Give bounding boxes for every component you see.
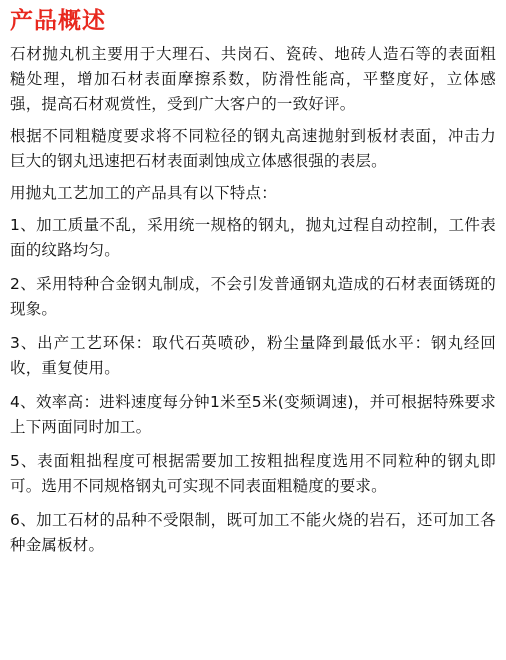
process-paragraph: 根据不同粗糙度要求将不同粒径的钢丸高速抛射到板材表面，冲击力巨大的钢丸迅速把石材表面剥蚀成立体感很强的表层。 <box>10 127 496 170</box>
feature-item: 3、出产工艺环保：取代石英喷砂，粉尘量降到最低水平：钢丸经回收，重复使用。 <box>10 334 496 377</box>
product-overview <box>10 6 496 567</box>
feature-list <box>10 213 496 558</box>
feature-item: 4、效率高：进料速度每分钟1米至5米(变频调速)，并可根据特殊要求上下两面同时加工。 <box>10 393 496 436</box>
feature-item: 5、表面粗拙程度可根据需要加工按粗拙程度选用不同粒种的钢丸即可。选用不同规格钢丸可实现不同表面粗糙度的要求。 <box>10 452 496 495</box>
page-title: 产品概述 <box>10 8 106 34</box>
features-lead: 用抛丸工艺加工的产品具有以下特点： <box>10 184 277 202</box>
feature-item: 1、加工质量不乱，采用统一规格的钢丸，抛丸过程自动控制，工件表面的纹路均匀。 <box>10 216 496 259</box>
feature-item: 6、加工石材的品种不受限制，既可加工不能火烧的岩石，还可加工各种金属板材。 <box>10 511 496 554</box>
feature-item: 2、采用特种合金钢丸制成，不会引发普通钢丸造成的石材表面锈斑的现象。 <box>10 275 496 318</box>
intro-paragraph: 石材抛丸机主要用于大理石、共岗石、瓷砖、地砖人造石等的表面粗糙处理，增加石材表面摩擦系数，防滑性能高，平整度好，立体感强，提高石材观赏性，受到广大客户的一致好评。 <box>10 45 496 113</box>
